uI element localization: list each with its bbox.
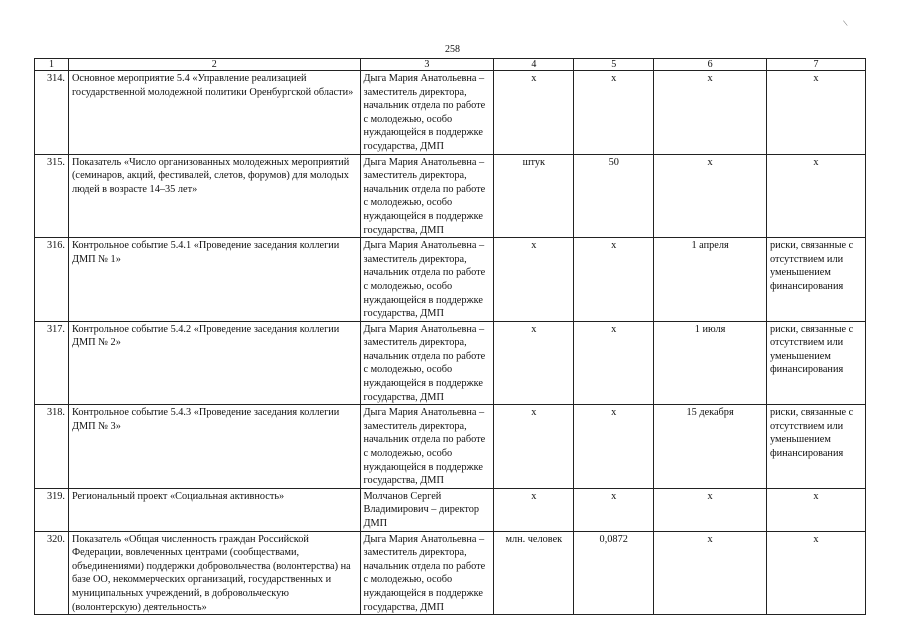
table-row <box>35 71 866 155</box>
row-name: Региональный проект «Социальная активность» <box>68 488 360 531</box>
table-row <box>35 488 866 531</box>
row-number: 319. <box>35 488 69 531</box>
row-risk: х <box>766 154 865 238</box>
row-value: х <box>574 405 654 489</box>
row-date: х <box>654 71 767 155</box>
row-unit: млн. человек <box>494 531 574 615</box>
row-responsible: Дыга Мария Анатольевна – заместитель директора, начальник отдела по работе с молодежью, особо нуждающейся в поддержке государства, ДМП <box>360 405 494 489</box>
row-responsible: Дыга Мария Анатольевна – заместитель директора, начальник отдела по работе с молодежью, особо нуждающейся в поддержке государства, ДМП <box>360 531 494 615</box>
row-unit: х <box>494 488 574 531</box>
table-row <box>35 531 866 615</box>
row-value: х <box>574 488 654 531</box>
row-risk: риски, связанные с отсутствием или уменьшением финансирования <box>766 405 865 489</box>
row-responsible: Дыга Мария Анатольевна – заместитель директора, начальник отдела по работе с молодежью, особо нуждающейся в поддержке государства, ДМП <box>360 154 494 238</box>
row-unit: х <box>494 405 574 489</box>
row-name: Контрольное событие 5.4.1 «Проведение заседания коллегии ДМП № 1» <box>68 238 360 322</box>
row-risk: риски, связанные с отсутствием или уменьшением финансирования <box>766 321 865 405</box>
document-table <box>34 58 866 615</box>
column-header: 2 <box>68 59 360 71</box>
table-row <box>35 238 866 322</box>
row-date: 1 апреля <box>654 238 767 322</box>
row-value: х <box>574 71 654 155</box>
row-responsible: Дыга Мария Анатольевна – заместитель директора, начальник отдела по работе с молодежью, особо нуждающейся в поддержке государства, ДМП <box>360 71 494 155</box>
row-risk: х <box>766 531 865 615</box>
row-responsible: Молчанов Сергей Владимирович – директор ДМП <box>360 488 494 531</box>
row-name: Показатель «Общая численность граждан Российской Федерации, вовлеченных центрами (сообществами, объединениями) поддержки добровольчества (волонтерства) на базе ОО, некоммерческих организаций, государственных и муниципальных учреждений, в добровольческую (волонтерскую) деятельность» <box>68 531 360 615</box>
row-name: Контрольное событие 5.4.3 «Проведение заседания коллегии ДМП № 3» <box>68 405 360 489</box>
row-responsible: Дыга Мария Анатольевна – заместитель директора, начальник отдела по работе с молодежью, особо нуждающейся в поддержке государства, ДМП <box>360 321 494 405</box>
row-value: 50 <box>574 154 654 238</box>
table-row <box>35 405 866 489</box>
page-number: 258 <box>445 44 460 55</box>
row-date: 15 декабря <box>654 405 767 489</box>
row-number: 320. <box>35 531 69 615</box>
column-header: 3 <box>360 59 494 71</box>
row-name: Контрольное событие 5.4.2 «Проведение заседания коллегии ДМП № 2» <box>68 321 360 405</box>
row-risk: х <box>766 71 865 155</box>
row-unit: х <box>494 71 574 155</box>
row-risk: х <box>766 488 865 531</box>
column-header: 7 <box>766 59 865 71</box>
header-row <box>35 59 866 71</box>
row-number: 314. <box>35 71 69 155</box>
scan-mark: \ <box>842 17 849 29</box>
row-date: 1 июля <box>654 321 767 405</box>
row-number: 318. <box>35 405 69 489</box>
row-date: х <box>654 488 767 531</box>
row-date: х <box>654 154 767 238</box>
row-number: 316. <box>35 238 69 322</box>
row-unit: х <box>494 321 574 405</box>
column-header: 6 <box>654 59 767 71</box>
column-header: 4 <box>494 59 574 71</box>
row-name: Показатель «Число организованных молодежных мероприятий (семинаров, акций, фестивалей, слетов, форумов) для молодых людей в возрасте 14–35 лет» <box>68 154 360 238</box>
row-responsible: Дыга Мария Анатольевна – заместитель директора, начальник отдела по работе с молодежью, особо нуждающейся в поддержке государства, ДМП <box>360 238 494 322</box>
row-number: 315. <box>35 154 69 238</box>
row-risk: риски, связанные с отсутствием или уменьшением финансирования <box>766 238 865 322</box>
row-unit: х <box>494 238 574 322</box>
row-value: х <box>574 238 654 322</box>
table-row <box>35 321 866 405</box>
column-header: 5 <box>574 59 654 71</box>
row-unit: штук <box>494 154 574 238</box>
table-row <box>35 154 866 238</box>
row-date: х <box>654 531 767 615</box>
row-value: 0,0872 <box>574 531 654 615</box>
column-header: 1 <box>35 59 69 71</box>
row-name: Основное мероприятие 5.4 «Управление реализацией государственной молодежной политики Оренбургской области» <box>68 71 360 155</box>
row-value: х <box>574 321 654 405</box>
row-number: 317. <box>35 321 69 405</box>
